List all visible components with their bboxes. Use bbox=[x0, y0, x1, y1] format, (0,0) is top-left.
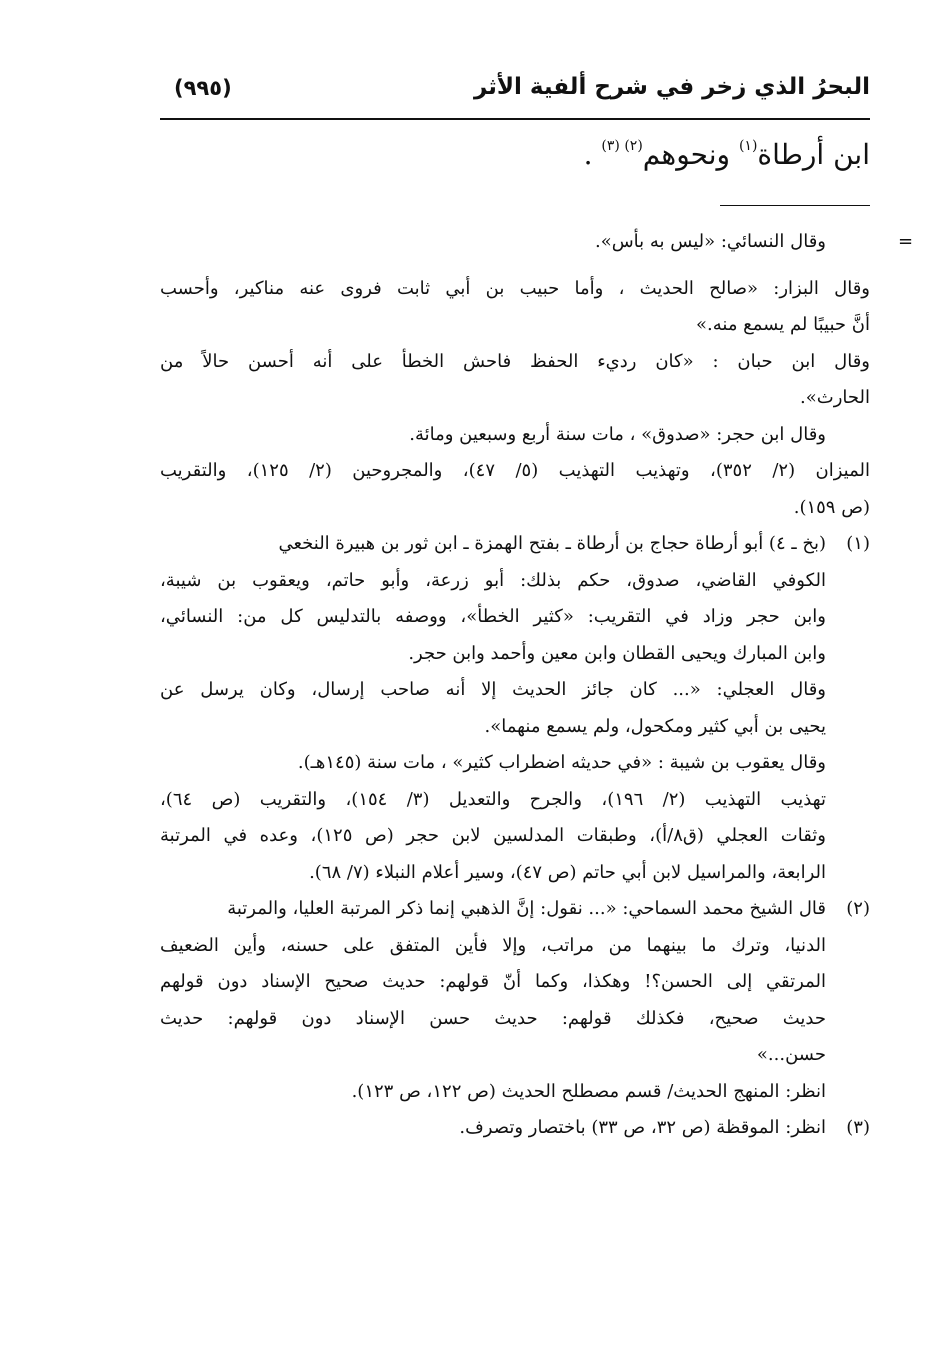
book-title: البحرُ الذي زخر في شرح ألفية الأثر bbox=[473, 74, 870, 100]
footnote-line: وقال ابن حبان : «كان رديء الحفظ فاحش الخطأ على أنه أحسن حالاً من bbox=[160, 350, 870, 372]
continuation-mark: = bbox=[898, 231, 914, 252]
main-text-before: ابن أرطاة bbox=[757, 138, 870, 171]
footnote-line: الدنيا، وترك ما بينهما من مراتب، وإلا فأين المتفق على حسنه، وأين الضعيف bbox=[160, 934, 826, 956]
footnote-line: حسن...» bbox=[756, 1044, 826, 1065]
footnote-line: تهذيب التهذيب (٢/ ١٩٦)، والجرح والتعديل (٣/ ١٥٤)، والتقريب (ص ٦٤)، bbox=[160, 788, 826, 810]
footnote-line: (ص ١٥٩). bbox=[793, 496, 870, 518]
main-text-middle: ونحوهم bbox=[642, 138, 739, 171]
footnote-3 bbox=[160, 1110, 870, 1147]
footnote-2 bbox=[160, 891, 870, 1110]
main-text-line bbox=[584, 138, 870, 171]
footnote-line: وقال البزار: «صالح الحديث ، وأما حبيب بن أبي ثابت فروى عنه مناكير، وأحسب bbox=[160, 277, 870, 299]
footnote-line: (١)(بخ ـ ٤) أبو أرطاة حجاج بن أرطاة ـ بفتح الهمزة ـ ابن ثور بن هبيرة النخعي bbox=[160, 526, 870, 563]
footnote-line: يحيى بن أبي كثير ومكحول، ولم يسمع منهما». bbox=[484, 715, 826, 737]
footnote-line: (٣)انظر: الموقظة (ص ٣٢، ص ٣٣) باختصار وتصرف. bbox=[160, 1110, 870, 1147]
footnote-ref-1: (١) bbox=[738, 138, 758, 154]
header-rule bbox=[160, 118, 870, 120]
footnote-line: وقال ابن حجر: «صدوق» ، مات سنة أربع وسبعين ومائة. bbox=[409, 423, 826, 445]
footnote-line: وثقات العجلي (ق٨/أ)، وطبقات المدلسين لابن حجر (ص ١٢٥)، وعده في المرتبة bbox=[160, 825, 826, 846]
footnote-line: وابن حجر وزاد في التقريب: «كثير الخطأ»، ووصفه بالتدليس كل من: النسائي، bbox=[160, 606, 826, 627]
footnote-line: وقال العجلي: «... كان جائز الحديث إلا أنه صاحب إرسال، وكان يرسل عن bbox=[160, 679, 826, 700]
footnote-number: (١) bbox=[846, 533, 870, 554]
footnote-number: (٢) bbox=[846, 898, 870, 919]
footnote-line: الكوفي القاضي، صدوق، حكم بذلك: أبو زرعة، وأبو حاتم، ويعقوب بن شيبة، bbox=[160, 569, 826, 591]
footnote-line: الحارث». bbox=[800, 387, 870, 408]
footnote-number: (٣) bbox=[846, 1117, 870, 1138]
footnote-line: وقال يعقوب بن شيبة : «في حديثه اضطراب كثير» ، مات سنة (١٤٥هـ). bbox=[297, 752, 826, 773]
footnote-line: المرتقي إلى الحسن؟! وهكذا، وكما أنّ قولهم: حديث صحيح الإسناد دون قولهم bbox=[160, 971, 826, 992]
footnote-line: حديث صحيح، فكذلك قولهم: حديث حسن الإسناد دون قولهم: حديث bbox=[160, 1007, 826, 1029]
footnote-line: وابن المبارك ويحيى القطان وابن معين وأحمد وابن حجر. bbox=[408, 642, 826, 664]
footnote-line: انظر: المنهج الحديث/ قسم مصطلح الحديث (ص ١٢٢، ص ١٢٣). bbox=[351, 1080, 826, 1102]
running-header bbox=[160, 72, 870, 116]
footnote-separator bbox=[720, 205, 870, 206]
footnote-ref-2-3: (٢) (٣) bbox=[601, 138, 643, 154]
footnote-line: وقال النسائي: «ليس به بأس». bbox=[594, 231, 826, 252]
footnote-line: أنَّ حبيبًا لم يسمع منه.» bbox=[696, 314, 870, 335]
footnote-1 bbox=[160, 526, 870, 891]
footnote-line: (٢)قال الشيخ محمد السماحي: «... نقول: إنَّ الذهبي إنما ذكر المرتبة العليا، والمرتبة bbox=[160, 891, 870, 928]
main-text-after: . bbox=[583, 138, 602, 171]
page-number: (٩٩٥) bbox=[174, 76, 232, 100]
footnote-line: الميزان (٢/ ٣٥٢)، وتهذيب التهذيب (٥/ ٤٧)، والمجروحين (٢/ ١٢٥)، والتقريب bbox=[160, 460, 870, 481]
footnotes-area bbox=[160, 224, 870, 1147]
continued-footnote bbox=[160, 224, 870, 526]
footnote-line: الرابعة، والمراسيل لابن أبي حاتم (ص ٤٧)، وسير أعلام النبلاء (٧/ ٦٨). bbox=[309, 861, 826, 883]
